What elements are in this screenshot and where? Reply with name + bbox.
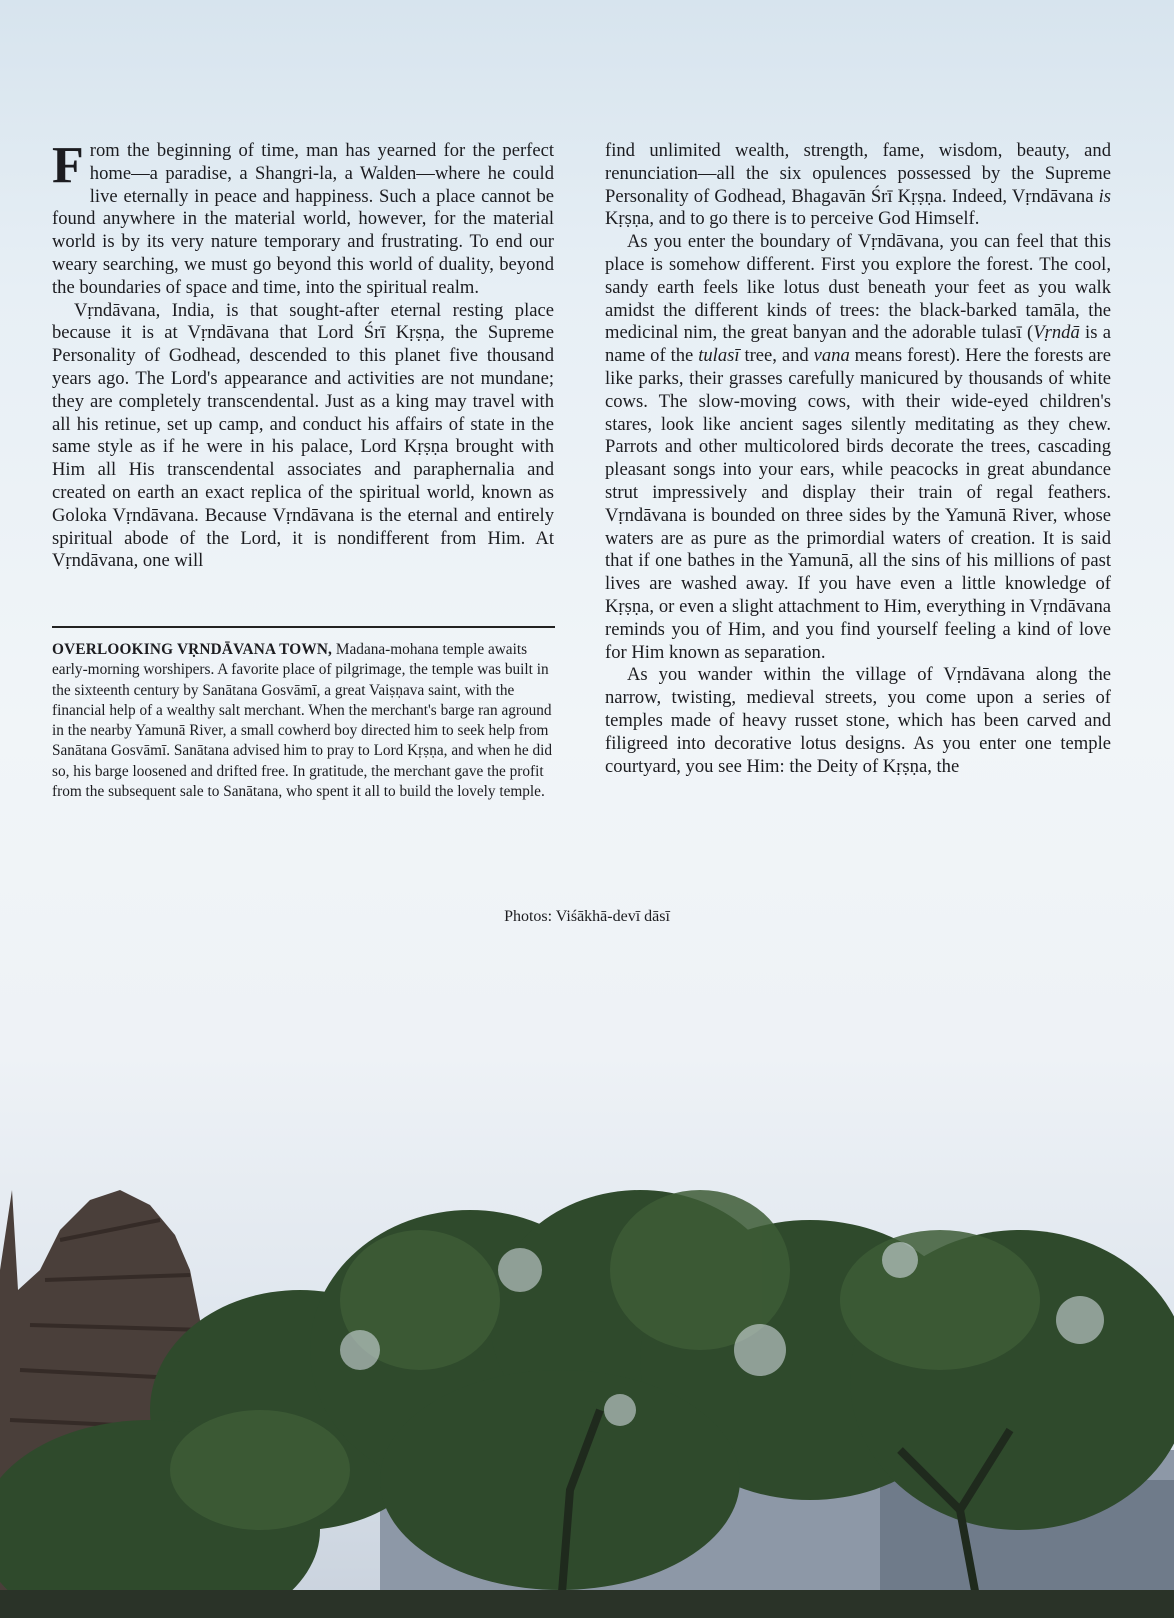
emphasis: tulasī <box>698 345 740 367</box>
caption-lead: OVERLOOKING VṚNDĀVANA TOWN, <box>52 641 333 658</box>
caption-text: Madana-mohana temple awaits early-morning worshipers. A favorite place of pilgrimage, the temple was built in the sixteenth century by Sanātana Gosvāmī, a great Vaiṣṇava saint, with the financial help of a wealthy salt merchant. When the merchant's barge ran aground in the nearby Yamunā River, a small cowherd boy directed him to seek help from Sanātana Gosvāmī. Sanātana advised him to pray to Lord Kṛṣṇa, and when he did so, his barge loosened and drifted free. In gratitude, the merchant gave the profit from the subsequent sale to Sanātana, who spent it all to build the lovely temple. <box>52 641 552 801</box>
photo-credit: Photos: Viśākhā-devī dāsī <box>504 908 670 925</box>
photo-caption <box>52 640 552 802</box>
article-paragraph: Vṛndāvana, India, is that sought-after eternal resting place because it is at Vṛndāvana that Lord Śrī Kṛṣṇa, the Supreme Personality of Godhead, descended to this planet five thousand years ago. The Lord's appearance and activities are not mundane; they are completely transcendental. Just as a king may travel with all his retinue, set up camp, and conduct his affairs of state in the same style as if he were in his palace, Lord Kṛṣṇa brought with Him all His transcendental associates and paraphernalia and created on earth an exact replica of the spiritual world, known as Goloka Vṛndāvana. Because Vṛndāvana is the eternal and entirely spiritual abode of the Lord, it is nondifferent from Him. At Vṛndāvana, one will <box>52 299 554 572</box>
emphasis: is <box>1098 185 1111 207</box>
emphasis: vana <box>813 345 850 367</box>
article-paragraph: As you wander within the village of Vṛndāvana along the narrow, twisting, medieval streets, you come upon a series of temples made of heavy russet stone, which has been carved and filigreed into decorative lotus designs. As you enter one temple courtyard, you see Him: the Deity of Kṛṣṇa, the <box>605 664 1111 777</box>
caption-divider <box>52 626 555 628</box>
article-right-column <box>605 140 1111 778</box>
drop-cap: F <box>52 137 84 194</box>
paragraph-text: rom the beginning of time, man has yearned for the perfect home—a paradise, a Shangri-la, a Walden—where he could live eternally in peace and happiness. Such a place cannot be found anywhere in the material world, however, for the material world is by its very nature temporary and frustrating. To end our weary searching, we must go beyond this world of duality, beyond the boundaries of space and time, into the spiritual realm. <box>52 140 554 298</box>
emphasis: Vṛndā <box>1033 322 1080 344</box>
temple-tree-photo <box>0 1150 1174 1618</box>
article-paragraph: find unlimited wealth, strength, fame, wisdom, beauty, and renunciation—all the six opulences possessed by the Supreme Personality of Godhead, Bhagavān Śrī Kṛṣṇa. Indeed, Vṛndāvana is Kṛṣṇa, and to go there is to perceive God Himself. <box>605 140 1111 230</box>
article-paragraph: As you enter the boundary of Vṛndāvana, you can feel that this place is somehow different. First you explore the forest. The cool, sandy earth feels like lotus dust beneath your feet as you walk amidst the different kinds of trees: the black-barked tamāla, the medicinal nim, the great banyan and the adorable tulasī (Vṛndā is a name of the tulasī tree, and vana means forest). Here the forests are like parks, their grasses carefully manicured by thousands of white cows. The slow-moving cows, with their wide-eyed children's stares, look like ancient sages silently meditating as they chew. Parrots and other multicolored birds decorate the trees, cascading pleasant songs into your ears, while peacocks in great abundance strut impressively and display their train of regal feathers. Vṛndāvana is bounded on three sides by the Yamunā River, whose waters are as pure as the primordial waters of creation. It is said that if one bathes in the Yamunā, all the sins of his millions of past lives are washed away. If you have even a little knowledge of Kṛṣṇa, or even a slight attachment to Him, everything in Vṛndāvana reminds you of Him, and you find yourself feeling a kind of love for Him known as separation. <box>605 231 1111 663</box>
article-paragraph <box>52 137 554 300</box>
article-left-column <box>52 137 554 573</box>
